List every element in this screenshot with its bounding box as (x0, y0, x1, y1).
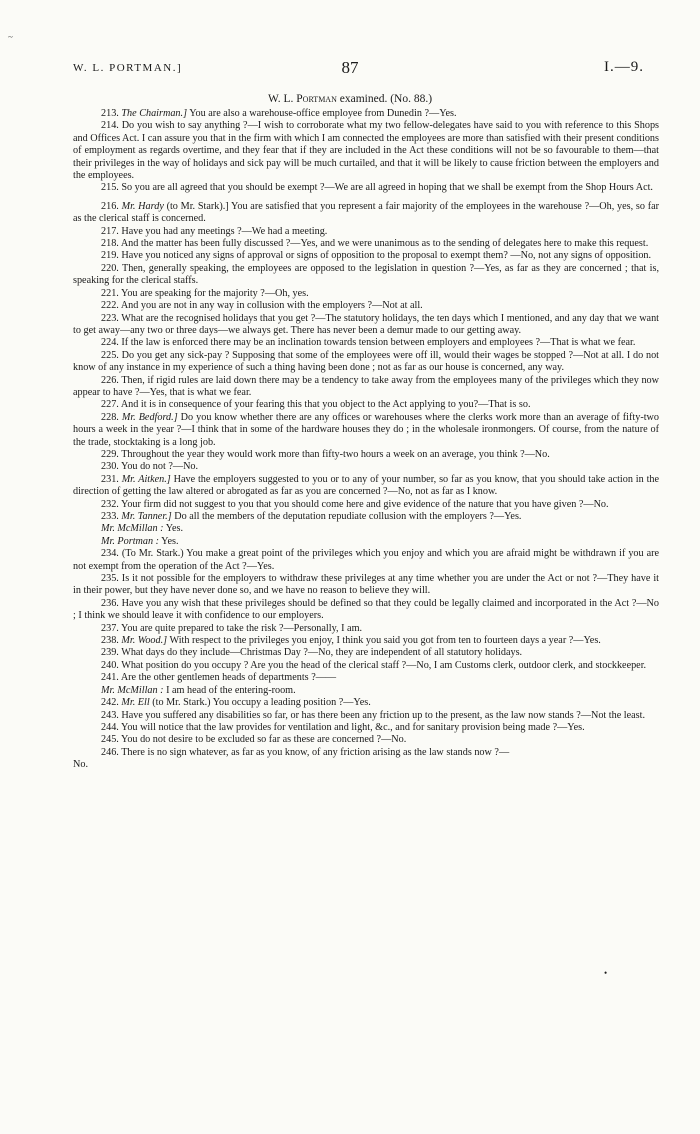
speaker-name: Mr. McMillan : (101, 684, 164, 696)
question-number: 226. (101, 374, 119, 386)
question-paragraph (73, 250, 659, 262)
paragraph-text: You do not ?—No. (121, 461, 199, 473)
question-paragraph (73, 548, 659, 573)
paragraph-text: There is no sign whatever, as far as you know, of any friction arising as the law stands now ?— (121, 746, 510, 758)
paragraph-text: You are also a warehouse-office employee from Dunedin ?—Yes. (187, 108, 457, 119)
question-number: 244. (101, 721, 119, 733)
question-paragraph (73, 337, 659, 349)
question-number: 240. (101, 659, 119, 671)
running-head-left: W. L. PORTMAN.] (73, 62, 183, 74)
paragraph-text: You do not desire to be excluded so far as these are concerned ?—No. (121, 734, 407, 746)
question-paragraph (73, 672, 659, 684)
question-number: 243. (101, 709, 119, 721)
speaker-name: Mr. McMillan : (101, 523, 164, 535)
question-paragraph (73, 108, 659, 120)
question-number: 237. (101, 622, 119, 634)
question-paragraph (73, 461, 659, 473)
paragraph-text: You are speaking for the majority ?—Oh, yes. (121, 287, 309, 299)
questioner-name: Mr. Wood.] (121, 635, 168, 647)
question-paragraph (73, 449, 659, 461)
paragraph-text: Yes. (159, 535, 179, 547)
speaker-line (73, 536, 659, 548)
paragraph-text: Then, if rigid rules are laid down there may be a tendency to take away from the employees many of the privileges which they now appear to have ?—Yes, that is what we fear. (73, 374, 659, 398)
speaker-line (73, 523, 659, 535)
paragraph-text: Yes. (163, 523, 184, 535)
question-number: 235. (101, 573, 119, 585)
question-number: 246. (101, 746, 119, 758)
addressee: (to Mr. Stark.) (149, 697, 211, 709)
paragraph-text: Have the employers suggested to you or to any of your number, so far as you know, that you should take action in the direction of getting the law altered or abrogated as far as you are concerned ?—No, not as far as I know. (73, 473, 660, 498)
question-paragraph (73, 747, 659, 759)
question-number: 218. (101, 238, 119, 250)
paragraph-text: You will notice that the law provides for ventilation and light, &c., and for sanitary provision being made ?—Yes. (121, 721, 585, 733)
paragraph-text: You are satisfied that you represent a fair majority of the employees in the warehouse ?—Oh, yes, so far as the clerical staff is concerned. (73, 200, 659, 225)
question-number: 223. (101, 312, 119, 324)
question-paragraph (73, 511, 659, 523)
paragraph-text: You are quite prepared to take the risk ?—Personally, I am. (121, 622, 363, 634)
paragraph-text: With respect to the privileges you enjoy, I think you said you got from ten to fourteen days a year ?—Yes. (167, 635, 601, 647)
question-paragraph (73, 300, 659, 312)
questioner-name: Mr. Tanner.] (121, 511, 172, 522)
page-header (0, 58, 700, 82)
question-number: 245. (101, 734, 119, 746)
question-paragraph (73, 226, 659, 238)
question-number: 224. (101, 337, 119, 349)
speaker-line (73, 685, 659, 697)
paragraph-text: You occupy a leading position ?—Yes. (210, 697, 371, 709)
questioner-name: The Chairman.] (121, 108, 188, 119)
questioner-name: Mr. Hardy (121, 200, 164, 212)
question-paragraph (73, 647, 659, 659)
paragraph-text: Throughout the year they would work more than fifty-two hours a week on an average, you think ?—No. (121, 448, 550, 460)
question-number: 230. (101, 461, 119, 473)
question-paragraph (73, 182, 659, 194)
question-paragraph (73, 120, 659, 182)
addressee: (to Mr. Stark).] (163, 200, 229, 212)
questioner-name: Mr. Aitken.] (121, 473, 171, 485)
paragraph-text: I am head of the entering-room. (163, 684, 296, 696)
question-paragraph (73, 573, 659, 598)
speck-mark: • (604, 968, 608, 978)
paragraph-text: So you are all agreed that you should be exempt ?—We are all agreed in hoping that we shall be exempt from the Shop Hours Act. (121, 182, 653, 194)
question-paragraph (73, 722, 659, 734)
question-number: 239. (101, 647, 119, 659)
paragraph-text: Have you any wish that these privileges should be defined so that they could be legally claimed and incorporated in the Act ?—No ; I think we should leave it with confidence to our employers. (73, 597, 660, 622)
paragraph-text: Have you suffered any disabilities so far, or has there been any friction up to the present, as the law now stands ?—Not the least. (121, 709, 646, 721)
paragraph-text: Have you had any meetings ?—We had a meeting. (121, 225, 328, 237)
paragraph-text: (To Mr. Stark.) You make a great point of the privileges which you enjoy and which you are afraid might be withdrawn if you are not exempt from the operation of the Act ?—Yes. (73, 548, 660, 572)
question-number: 217. (101, 225, 119, 237)
questioner-name: Mr. Bedford.] (121, 411, 178, 423)
question-number: 233. (101, 511, 119, 522)
paragraph-text: Do you wish to say anything ?—I wish to corroborate what my two fellow-delegates have said to you with reference to this Shops and Offices Act. I can assure you that in the firm with which I am connected the employees are more than satisfied with their present conditions of employment as regards overtime, and they fear that if they are included in the Act these conditions will not be so favourable to them—that their privileges in the way of holidays and sick pay will be much curtailed, and that it will be likely to cause friction between the employers and the employees. (73, 120, 659, 182)
paragraph-text: What days do they include—Christmas Day ?—No, they are independent of all statutory holidays. (121, 647, 523, 659)
question-number: 229. (101, 448, 119, 460)
paragraph-text: And the matter has been fully discussed ?—Yes, and we were unanimous as to the sending of delegates here to make this request. (120, 238, 649, 250)
question-number: 242. (101, 697, 119, 709)
question-number: 219. (101, 250, 119, 262)
question-paragraph (73, 263, 659, 288)
question-paragraph (73, 350, 659, 375)
paragraph-text: Have you noticed any signs of approval or signs of opposition to the proposal to exempt them? —No, not any signs of opposition. (121, 250, 652, 262)
question-number: 231. (101, 473, 119, 485)
paragraph-text: Your firm did not suggest to you that you should come here and give evidence of the nature that you have given ?—No. (121, 498, 609, 510)
paragraph-text: Are the other gentlemen heads of departments ?—— (120, 672, 337, 684)
question-number: 225. (101, 349, 119, 361)
question-paragraph (73, 288, 659, 300)
document-body (73, 108, 659, 772)
paragraph-text: Is it not possible for the employers to withdraw these privileges at any time whether you are under the Act or not ?—They have it in their power, but they have never done so, and we have no reason to believe they will. (73, 573, 660, 597)
paragraph-text: And it is in consequence of your fearing this that you object to the Act applying to you?—That is so. (120, 399, 531, 411)
question-number: 241. (101, 672, 119, 684)
question-number: 227. (101, 399, 119, 411)
question-number: 221. (101, 287, 119, 299)
question-paragraph (73, 635, 659, 647)
paragraph-text: Do you get any sick-pay ? Supposing that some of the employees were off ill, would their wages be stopped ?—Not at all. I do not know of any instance in my experience of such a thing having been done ; not as far as our house is concerned, any way. (73, 349, 659, 374)
question-number: 236. (101, 597, 119, 609)
question-number: 234. (101, 548, 119, 560)
question-paragraph (73, 313, 659, 338)
paragraph-text: What are the recognised holidays that you get ?—The statutory holidays, the ten days which I mentioned, and any day that we want to get away—any two or three days—we always get. There has never been a demur made to our getting away. (73, 312, 659, 336)
paragraph-text: What position do you occupy ? Are you the head of the clerical staff ?—No, I am Customs clerk, outdoor clerk, and stockkeeper. (121, 659, 647, 671)
question-number: 222. (101, 300, 119, 312)
question-number: 216. (101, 200, 119, 212)
question-paragraph (73, 201, 659, 226)
question-paragraph (73, 660, 659, 672)
question-paragraph (73, 399, 659, 411)
speaker-name: Mr. Portman : (101, 535, 160, 547)
question-number: 220. (101, 262, 119, 274)
question-number: 214. (101, 120, 119, 132)
question-paragraph (73, 375, 659, 400)
question-number: 228. (101, 411, 119, 423)
question-number: 232. (101, 498, 119, 510)
question-paragraph (73, 710, 659, 722)
question-paragraph (73, 238, 659, 250)
question-paragraph (73, 474, 659, 499)
questioner-name: Mr. Ell (121, 697, 150, 709)
question-number: 215. (101, 182, 119, 194)
page-number: 87 (341, 58, 359, 77)
question-paragraph (73, 623, 659, 635)
paragraph-text: Do all the members of the deputation repudiate collusion with the employers ?—Yes. (171, 511, 522, 522)
paragraph-text: Then, generally speaking, the employees are opposed to the legislation in question ?—Yes, as far as they are concerned ; that is, speaking for the clerical staffs. (73, 262, 659, 287)
question-paragraph (73, 734, 659, 746)
question-paragraph (73, 499, 659, 511)
document-reference: I.—9. (604, 59, 644, 75)
question-paragraph (73, 598, 659, 623)
paragraph-text: Do you know whether there are any offices or warehouses where the clerks work more than an average of fifty-two hours a week in the year ?—I think that in some of the hardware houses they do ; in the wholesale ironmongers. Of course, from the nature of the trade, stocktaking is a long job. (73, 411, 660, 448)
paragraph-text: If the law is enforced there may be an inclination towards tension between employers and employees ?—That is what we fear. (121, 337, 636, 349)
question-number: 238. (101, 635, 119, 647)
question-number: 213. (101, 108, 119, 119)
question-paragraph (73, 412, 659, 449)
question-paragraph (73, 697, 659, 709)
closing-answer: No. (73, 759, 88, 771)
section-title: W. L. Portman examined. (No. 88.) (267, 93, 433, 105)
paragraph-text: And you are not in any way in collusion with the employers ?—Not at all. (120, 300, 423, 312)
margin-mark: ~ (8, 32, 13, 42)
